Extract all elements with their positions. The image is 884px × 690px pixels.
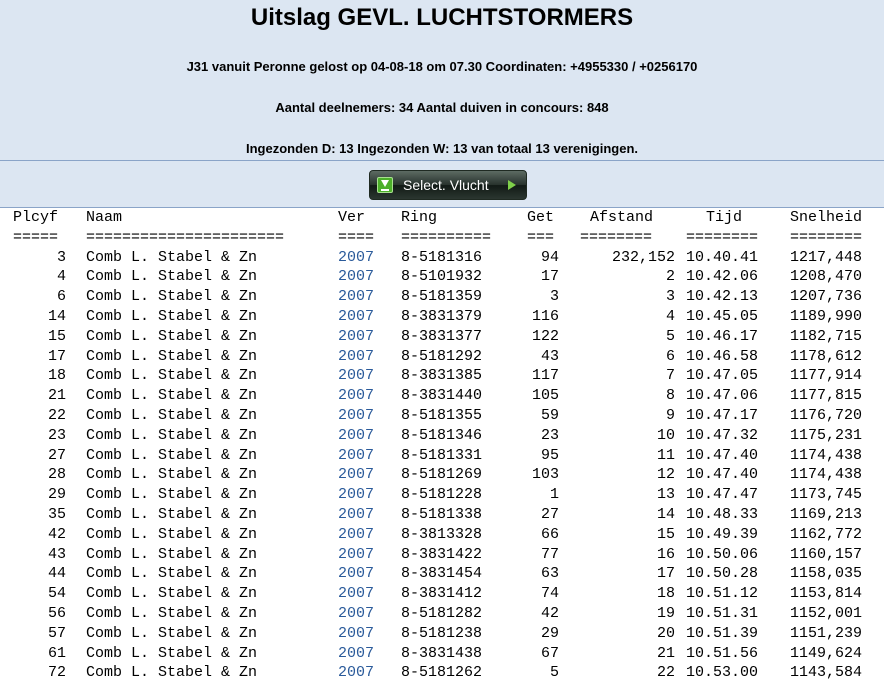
cell-afstand: 10 [656, 426, 675, 444]
cell-ver[interactable]: 2007 [338, 327, 375, 345]
separator-ver: ==== [338, 228, 375, 246]
cell-tijd: 10.49.39 [686, 525, 759, 543]
cell-naam: Comb L. Stabel & Zn [86, 624, 258, 642]
cell-plcyf: 21 [47, 387, 66, 405]
cell-naam: Comb L. Stabel & Zn [86, 545, 258, 563]
cell-plcyf: 27 [47, 446, 66, 464]
cell-ring: 8-5181238 [401, 624, 483, 642]
cell-naam: Comb L. Stabel & Zn [86, 347, 258, 365]
cell-plcyf: 15 [47, 327, 66, 345]
table-row [0, 663, 884, 683]
cell-get: 27 [540, 505, 559, 523]
cell-ring: 8-3831422 [401, 545, 483, 563]
separator-get: === [527, 228, 555, 246]
table-row [0, 545, 884, 565]
table-row [0, 505, 884, 525]
cell-get: 116 [531, 307, 559, 325]
cell-get: 105 [531, 387, 559, 405]
arrow-right-icon [508, 180, 516, 190]
column-header-tijd: Tijd [706, 209, 743, 226]
cell-snelheid: 1173,745 [790, 486, 863, 504]
cell-ver[interactable]: 2007 [338, 486, 375, 504]
cell-plcyf: 43 [47, 545, 66, 563]
cell-ver[interactable]: 2007 [338, 624, 375, 642]
cell-get: 5 [549, 664, 559, 682]
cell-get: 77 [540, 545, 559, 563]
release-info: J31 vanuit Peronne gelost op 04-08-18 om 07.30 Coordinaten: +4955330 / +0256170 [186, 59, 698, 74]
table-row [0, 248, 884, 268]
cell-snelheid: 1207,736 [790, 288, 863, 306]
table-row [0, 307, 884, 327]
cell-naam: Comb L. Stabel & Zn [86, 446, 258, 464]
cell-get: 103 [531, 466, 559, 484]
cell-get: 94 [540, 248, 559, 266]
cell-afstand: 17 [656, 565, 675, 583]
cell-plcyf: 18 [47, 367, 66, 385]
column-header-ver: Ver [338, 209, 366, 226]
cell-snelheid: 1162,772 [790, 525, 863, 543]
cell-naam: Comb L. Stabel & Zn [86, 387, 258, 405]
cell-ring: 8-5181228 [401, 486, 483, 504]
cell-ring: 8-5181355 [401, 406, 483, 424]
cell-snelheid: 1174,438 [790, 446, 863, 464]
column-header-plcyf: Plcyf [13, 209, 59, 226]
cell-plcyf: 23 [47, 426, 66, 444]
cell-ring: 8-3831385 [401, 367, 483, 385]
cell-get: 74 [540, 585, 559, 603]
cell-afstand: 12 [656, 466, 675, 484]
cell-afstand: 6 [665, 347, 675, 365]
cell-tijd: 10.46.58 [686, 347, 759, 365]
cell-naam: Comb L. Stabel & Zn [86, 288, 258, 306]
table-row [0, 624, 884, 644]
cell-plcyf: 61 [47, 644, 66, 662]
cell-naam: Comb L. Stabel & Zn [86, 644, 258, 662]
cell-ver[interactable]: 2007 [338, 565, 375, 583]
cell-snelheid: 1158,035 [790, 565, 863, 583]
table-body [0, 248, 884, 684]
cell-snelheid: 1182,715 [790, 327, 863, 345]
table-row [0, 347, 884, 367]
cell-plcyf: 28 [47, 466, 66, 484]
cell-snelheid: 1152,001 [790, 604, 863, 622]
cell-afstand: 4 [665, 307, 675, 325]
cell-ver[interactable]: 2007 [338, 525, 375, 543]
cell-snelheid: 1149,624 [790, 644, 863, 662]
cell-afstand: 18 [656, 585, 675, 603]
cell-naam: Comb L. Stabel & Zn [86, 466, 258, 484]
cell-snelheid: 1143,584 [790, 664, 863, 682]
cell-afstand: 21 [656, 644, 675, 662]
toolbar [0, 161, 884, 208]
cell-ring: 8-5101932 [401, 268, 483, 286]
cell-get: 42 [540, 604, 559, 622]
cell-tijd: 10.47.06 [686, 387, 759, 405]
cell-ver[interactable]: 2007 [338, 387, 375, 405]
separator-tijd: ======== [686, 228, 759, 246]
cell-naam: Comb L. Stabel & Zn [86, 367, 258, 385]
cell-tijd: 10.53.00 [686, 664, 759, 682]
table-header-row [0, 208, 884, 228]
cell-plcyf: 6 [56, 288, 66, 306]
cell-ver[interactable]: 2007 [338, 446, 375, 464]
cell-plcyf: 17 [47, 347, 66, 365]
cell-afstand: 11 [656, 446, 675, 464]
cell-naam: Comb L. Stabel & Zn [86, 505, 258, 523]
cell-plcyf: 54 [47, 585, 66, 603]
table-row [0, 287, 884, 307]
cell-ring: 8-5181316 [401, 248, 483, 266]
cell-snelheid: 1176,720 [790, 406, 863, 424]
cell-tijd: 10.51.31 [686, 604, 759, 622]
cell-naam: Comb L. Stabel & Zn [86, 525, 258, 543]
table-separator-row [0, 228, 884, 248]
cell-plcyf: 14 [47, 307, 66, 325]
table-row [0, 386, 884, 406]
cell-tijd: 10.45.05 [686, 307, 759, 325]
participants-info: Aantal deelnemers: 34 Aantal duiven in concours: 848 [275, 100, 609, 115]
cell-tijd: 10.51.56 [686, 644, 759, 662]
cell-tijd: 10.47.05 [686, 367, 759, 385]
cell-ring: 8-5181292 [401, 347, 483, 365]
cell-get: 23 [540, 426, 559, 444]
cell-tijd: 10.42.13 [686, 288, 759, 306]
cell-get: 3 [549, 288, 559, 306]
cell-get: 29 [540, 624, 559, 642]
cell-ver[interactable]: 2007 [338, 644, 375, 662]
cell-naam: Comb L. Stabel & Zn [86, 327, 258, 345]
cell-afstand: 8 [665, 387, 675, 405]
cell-naam: Comb L. Stabel & Zn [86, 604, 258, 622]
cell-get: 122 [531, 327, 559, 345]
cell-ring: 8-3813328 [401, 525, 483, 543]
table-row [0, 426, 884, 446]
column-header-snelheid: Snelheid [790, 209, 863, 226]
cell-tijd: 10.47.40 [686, 466, 759, 484]
cell-ring: 8-5181331 [401, 446, 483, 464]
cell-plcyf: 35 [47, 505, 66, 523]
cell-ver[interactable]: 2007 [338, 307, 375, 325]
cell-afstand: 9 [665, 406, 675, 424]
table-row [0, 465, 884, 485]
table-row [0, 525, 884, 545]
cell-naam: Comb L. Stabel & Zn [86, 565, 258, 583]
cell-plcyf: 56 [47, 604, 66, 622]
cell-plcyf: 3 [56, 248, 66, 266]
cell-ver[interactable]: 2007 [338, 505, 375, 523]
cell-tijd: 10.50.28 [686, 565, 759, 583]
cell-tijd: 10.50.06 [686, 545, 759, 563]
results-header [0, 0, 884, 161]
cell-get: 66 [540, 525, 559, 543]
select-flight-button[interactable] [369, 170, 527, 200]
results-table [0, 208, 884, 683]
cell-afstand: 2 [665, 268, 675, 286]
cell-tijd: 10.47.17 [686, 406, 759, 424]
cell-naam: Comb L. Stabel & Zn [86, 248, 258, 266]
cell-ver[interactable]: 2007 [338, 664, 375, 682]
table-row [0, 327, 884, 347]
cell-naam: Comb L. Stabel & Zn [86, 307, 258, 325]
cell-ver[interactable]: 2007 [338, 347, 375, 365]
cell-afstand: 16 [656, 545, 675, 563]
separator-afstand: ======== [580, 228, 653, 246]
cell-get: 17 [540, 268, 559, 286]
cell-ver[interactable]: 2007 [338, 288, 375, 306]
cell-tijd: 10.42.06 [686, 268, 759, 286]
cell-snelheid: 1177,914 [790, 367, 863, 385]
cell-ver[interactable]: 2007 [338, 545, 375, 563]
table-row [0, 406, 884, 426]
cell-plcyf: 22 [47, 406, 66, 424]
cell-naam: Comb L. Stabel & Zn [86, 268, 258, 286]
cell-ver[interactable]: 2007 [338, 248, 375, 266]
cell-ver[interactable]: 2007 [338, 604, 375, 622]
separator-plcyf: ===== [13, 228, 59, 246]
cell-snelheid: 1153,814 [790, 585, 863, 603]
cell-tijd: 10.47.32 [686, 426, 759, 444]
cell-afstand: 15 [656, 525, 675, 543]
cell-tijd: 10.51.12 [686, 585, 759, 603]
separator-snelheid: ======== [790, 228, 863, 246]
cell-naam: Comb L. Stabel & Zn [86, 406, 258, 424]
cell-ver[interactable]: 2007 [338, 367, 375, 385]
cell-get: 43 [540, 347, 559, 365]
cell-naam: Comb L. Stabel & Zn [86, 664, 258, 682]
select-flight-label: Select. Vlucht [403, 177, 489, 193]
column-header-naam: Naam [86, 209, 123, 226]
cell-get: 1 [549, 486, 559, 504]
cell-tijd: 10.47.40 [686, 446, 759, 464]
cell-get: 117 [531, 367, 559, 385]
cell-snelheid: 1178,612 [790, 347, 863, 365]
column-header-afstand: Afstand [590, 209, 654, 226]
table-row [0, 564, 884, 584]
cell-snelheid: 1177,815 [790, 387, 863, 405]
column-header-ring: Ring [401, 209, 438, 226]
cell-ring: 8-5181359 [401, 288, 483, 306]
cell-ring: 8-5181282 [401, 604, 483, 622]
cell-plcyf: 44 [47, 565, 66, 583]
cell-afstand: 22 [656, 664, 675, 682]
cell-snelheid: 1175,231 [790, 426, 863, 444]
cell-ver[interactable]: 2007 [338, 268, 375, 286]
separator-ring: ========== [401, 228, 492, 246]
cell-afstand: 3 [665, 288, 675, 306]
cell-ring: 8-5181269 [401, 466, 483, 484]
cell-ver[interactable]: 2007 [338, 466, 375, 484]
cell-ring: 8-3831379 [401, 307, 483, 325]
cell-ring: 8-5181262 [401, 664, 483, 682]
cell-ring: 8-3831454 [401, 565, 483, 583]
cell-plcyf: 4 [56, 268, 66, 286]
cell-naam: Comb L. Stabel & Zn [86, 585, 258, 603]
cell-ring: 8-3831377 [401, 327, 483, 345]
cell-ring: 8-3831412 [401, 585, 483, 603]
cell-plcyf: 72 [47, 664, 66, 682]
separator-naam: ====================== [86, 228, 285, 246]
cell-afstand: 5 [665, 327, 675, 345]
cell-tijd: 10.48.33 [686, 505, 759, 523]
cell-snelheid: 1217,448 [790, 248, 863, 266]
cell-afstand: 20 [656, 624, 675, 642]
cell-plcyf: 57 [47, 624, 66, 642]
cell-ring: 8-3831438 [401, 644, 483, 662]
cell-afstand: 14 [656, 505, 675, 523]
cell-plcyf: 42 [47, 525, 66, 543]
table-row [0, 485, 884, 505]
cell-get: 59 [540, 406, 559, 424]
cell-tijd: 10.40.41 [686, 248, 759, 266]
cell-tijd: 10.51.39 [686, 624, 759, 642]
table-row [0, 584, 884, 604]
cell-snelheid: 1208,470 [790, 268, 863, 286]
cell-ver[interactable]: 2007 [338, 426, 375, 444]
entries-info: Ingezonden D: 13 Ingezonden W: 13 van totaal 13 verenigingen. [246, 141, 638, 156]
cell-snelheid: 1160,157 [790, 545, 863, 563]
cell-ring: 8-5181338 [401, 505, 483, 523]
table-row [0, 604, 884, 624]
column-header-get: Get [527, 209, 555, 226]
table-row [0, 267, 884, 287]
cell-naam: Comb L. Stabel & Zn [86, 426, 258, 444]
table-row [0, 366, 884, 386]
cell-snelheid: 1151,239 [790, 624, 863, 642]
table-row [0, 446, 884, 466]
download-icon [377, 177, 393, 193]
cell-afstand: 13 [656, 486, 675, 504]
page-title: Uitslag GEVL. LUCHTSTORMERS [250, 4, 634, 31]
cell-tijd: 10.47.47 [686, 486, 759, 504]
cell-afstand: 7 [665, 367, 675, 385]
cell-afstand: 19 [656, 604, 675, 622]
cell-snelheid: 1189,990 [790, 307, 863, 325]
cell-plcyf: 29 [47, 486, 66, 504]
cell-naam: Comb L. Stabel & Zn [86, 486, 258, 504]
cell-afstand: 232,152 [611, 248, 675, 266]
cell-tijd: 10.46.17 [686, 327, 759, 345]
cell-get: 63 [540, 565, 559, 583]
cell-ver[interactable]: 2007 [338, 406, 375, 424]
table-row [0, 644, 884, 664]
cell-ring: 8-5181346 [401, 426, 483, 444]
cell-ring: 8-3831440 [401, 387, 483, 405]
cell-ver[interactable]: 2007 [338, 585, 375, 603]
cell-snelheid: 1174,438 [790, 466, 863, 484]
cell-snelheid: 1169,213 [790, 505, 863, 523]
cell-get: 67 [540, 644, 559, 662]
cell-get: 95 [540, 446, 559, 464]
